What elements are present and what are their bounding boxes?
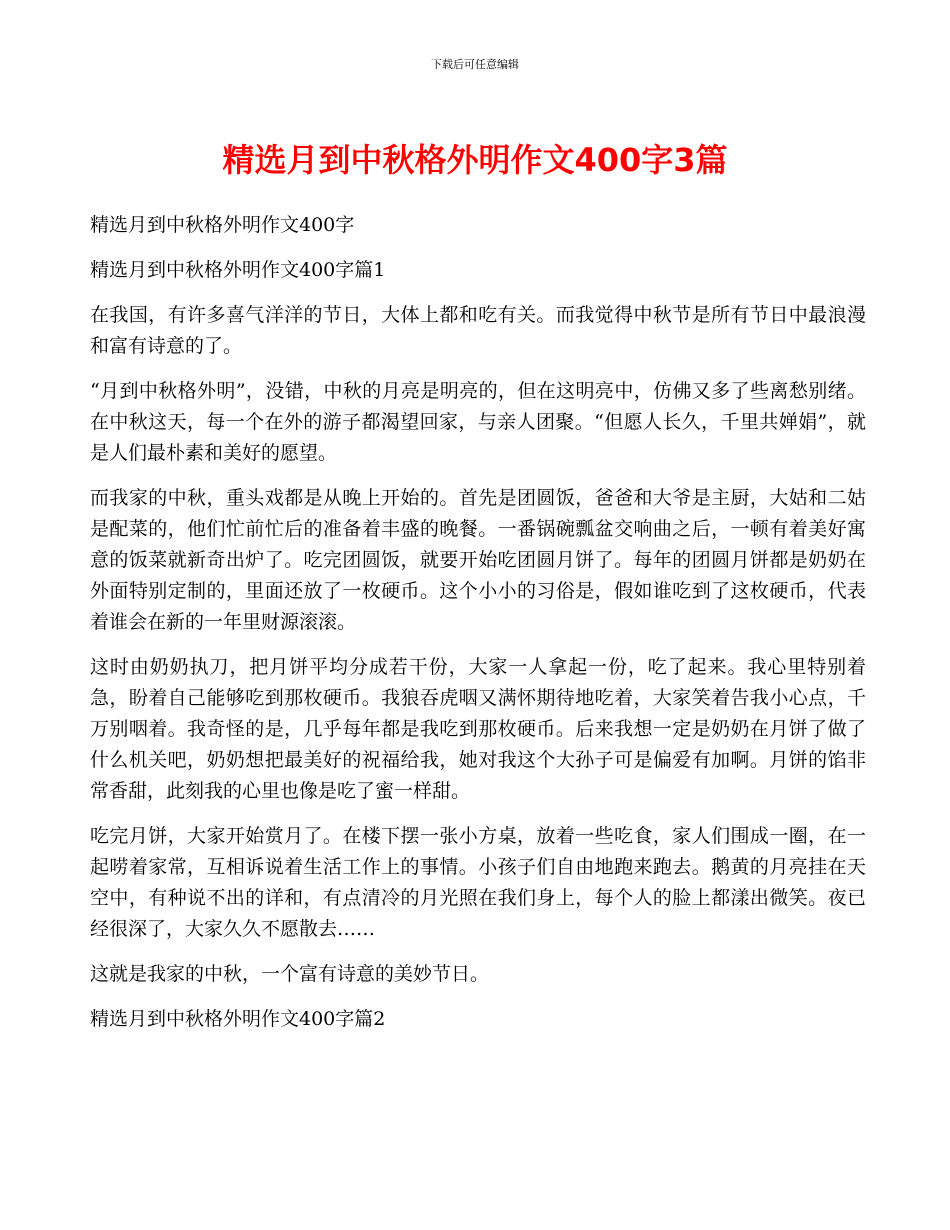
- body-paragraph: “月到中秋格外明”，没错，中秋的月亮是明亮的，但在这明亮中，仿佛又多了些离愁别绪。在中秋这天，每一个在外的游子都渴望回家，与亲人团聚。“但愿人长久，千里共婵娟”，就是人们最朴素和美好的愿望。: [90, 380, 866, 464]
- section-heading-2: 精选月到中秋格外明作文400字篇2: [90, 1008, 386, 1030]
- body-paragraph: 而我家的中秋，重头戏都是从晚上开始的。首先是团圆饭，爸爸和大爷是主厨，大姑和二姑是配菜的，他们忙前忙后的准备着丰盛的晚餐。一番锅碗瓢盆交响曲之后，一顿有着美好寓意的饭菜就新奇出炉了。吃完团圆饭，就要开始吃团圆月饼了。每年的团圆月饼都是奶奶在外面特别定制的，里面还放了一枚硬币。这个小小的习俗是，假如谁吃到了这枚硬币，代表着谁会在新的一年里财源滚滚。: [90, 487, 866, 633]
- body-paragraph: 这就是我家的中秋，一个富有诗意的美妙节日。: [90, 963, 490, 985]
- body-paragraph: 吃完月饼，大家开始赏月了。在楼下摆一张小方桌，放着一些吃食，家人们围成一圈，在一起唠着家常，互相诉说着生活工作上的事情。小孩子们自由地跑来跑去。鹅黄的月亮挂在天空中，有种说不出的详和，有点清冷的月光照在我们身上，每个人的脸上都漾出微笑。夜已经很深了，大家久久不愿散去……: [90, 825, 866, 940]
- section-heading-1: 精选月到中秋格外明作文400字篇1: [90, 259, 386, 281]
- document-title: 精选月到中秋格外明作文400字3篇: [222, 141, 728, 179]
- subtitle-line: 精选月到中秋格外明作文400字: [90, 214, 355, 236]
- header-note: 下载后可任意编辑: [431, 58, 519, 71]
- document-body: [90, 210, 866, 1049]
- body-paragraph: 这时由奶奶执刀，把月饼平均分成若干份，大家一人拿起一份，吃了起来。我心里特别着急，盼着自己能够吃到那枚硬币。我狼吞虎咽又满怀期待地吃着，大家笑着告我小心点，千万别咽着。我奇怪的是，几乎每年都是我吃到那枚硬币。后来我想一定是奶奶在月饼了做了什么机关吧，奶奶想把最美好的祝福给我，她对我这个大孙子可是偏爱有加啊。月饼的馅非常香甜，此刻我的心里也像是吃了蜜一样甜。: [90, 656, 866, 802]
- body-paragraph: 在我国，有许多喜气洋洋的节日，大体上都和吃有关。而我觉得中秋节是所有节日中最浪漫和富有诗意的了。: [90, 304, 866, 357]
